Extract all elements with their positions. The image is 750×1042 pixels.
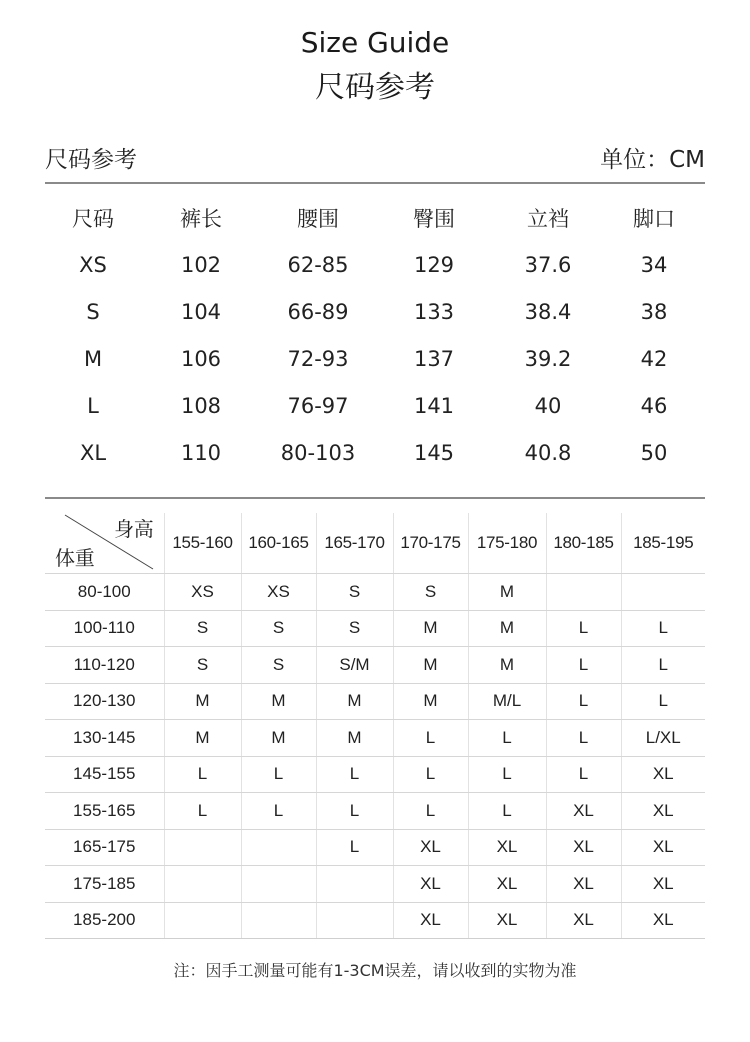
size-table-cell: 102 bbox=[180, 252, 222, 277]
recommended-size-cell: L bbox=[164, 756, 241, 793]
size-table-row bbox=[45, 241, 705, 288]
weight-axis-label: 体重 bbox=[55, 546, 95, 570]
weight-range-cell: 165-175 bbox=[45, 829, 164, 866]
recommended-size-cell: L bbox=[316, 756, 393, 793]
recommended-size-cell: XL bbox=[468, 866, 546, 903]
recommended-size-cell: L bbox=[621, 683, 705, 720]
fit-table-row bbox=[45, 647, 705, 684]
height-range-header: 175-180 bbox=[468, 513, 546, 574]
recommended-size-cell: S bbox=[164, 610, 241, 647]
recommended-size-cell: S bbox=[164, 647, 241, 684]
fit-table-row bbox=[45, 829, 705, 866]
recommended-size-cell: XL bbox=[546, 829, 621, 866]
recommended-size-cell: M bbox=[316, 720, 393, 757]
recommended-size-cell: L bbox=[468, 720, 546, 757]
height-axis-label: 身高 bbox=[114, 517, 154, 541]
size-table-cell: 106 bbox=[180, 346, 222, 371]
recommended-size-cell: M/L bbox=[468, 683, 546, 720]
weight-range-cell: 80-100 bbox=[45, 574, 164, 611]
diagonal-header-cell bbox=[45, 513, 164, 574]
size-table-header: 裤长 bbox=[180, 206, 222, 231]
size-table-cell: 40 bbox=[534, 393, 562, 418]
weight-range-cell: 145-155 bbox=[45, 756, 164, 793]
recommended-size-cell: L bbox=[316, 793, 393, 830]
recommended-size-cell bbox=[316, 866, 393, 903]
recommended-size-cell bbox=[546, 574, 621, 611]
fit-table-row bbox=[45, 574, 705, 611]
recommended-size-cell: XL bbox=[468, 829, 546, 866]
fit-table-row bbox=[45, 610, 705, 647]
recommended-size-cell: XL bbox=[393, 902, 468, 939]
size-table-cell: 46 bbox=[640, 393, 668, 418]
size-table-cell: 72-93 bbox=[287, 346, 349, 371]
recommended-size-cell: L bbox=[468, 793, 546, 830]
size-table-cell: 39.2 bbox=[524, 346, 572, 371]
recommended-size-cell: XL bbox=[546, 902, 621, 939]
size-table-header: 臀围 bbox=[413, 206, 455, 231]
recommended-size-cell bbox=[164, 829, 241, 866]
recommended-size-cell: L bbox=[546, 647, 621, 684]
height-range-header: 185-195 bbox=[621, 513, 705, 574]
recommended-size-cell: XL bbox=[393, 866, 468, 903]
recommended-size-cell: XS bbox=[241, 574, 316, 611]
recommended-size-cell: XL bbox=[621, 866, 705, 903]
size-table-cell: 34 bbox=[640, 252, 668, 277]
recommended-size-cell: L bbox=[241, 756, 316, 793]
recommended-size-cell: M bbox=[468, 610, 546, 647]
size-table-cell: 80-103 bbox=[280, 440, 356, 465]
size-table-cell: 40.8 bbox=[524, 440, 572, 465]
weight-range-cell: 155-165 bbox=[45, 793, 164, 830]
fit-table-row bbox=[45, 756, 705, 793]
recommended-size-cell: L bbox=[393, 756, 468, 793]
recommended-size-cell: S/M bbox=[316, 647, 393, 684]
unit-label: 单位：CM bbox=[600, 147, 705, 173]
size-table-header-row bbox=[45, 194, 705, 241]
size-table-row bbox=[45, 288, 705, 335]
section-header bbox=[45, 141, 705, 171]
recommended-size-cell: L bbox=[393, 793, 468, 830]
size-table-cell: 133 bbox=[413, 299, 455, 324]
size-table-cell: 108 bbox=[180, 393, 222, 418]
title-en: Size Guide bbox=[300, 26, 450, 59]
recommended-size-cell: XS bbox=[164, 574, 241, 611]
recommended-size-cell: M bbox=[393, 610, 468, 647]
recommended-size-cell: XL bbox=[621, 902, 705, 939]
height-range-header: 155-160 bbox=[164, 513, 241, 574]
size-table-cell: 141 bbox=[413, 393, 455, 418]
size-table-cell: 76-97 bbox=[287, 393, 349, 418]
size-measurement-table bbox=[45, 194, 705, 476]
size-table-cell: 110 bbox=[180, 440, 222, 465]
fit-table-row bbox=[45, 683, 705, 720]
size-table-cell: 38 bbox=[640, 299, 668, 324]
recommended-size-cell: M bbox=[468, 647, 546, 684]
size-table-row bbox=[45, 382, 705, 429]
recommended-size-cell: L bbox=[546, 683, 621, 720]
fit-table-row bbox=[45, 866, 705, 903]
measurement-note: 注：因手工测量可能有1-3CM误差，请以收到的实物为准 bbox=[173, 961, 577, 980]
size-table-cell: 62-85 bbox=[287, 252, 349, 277]
recommended-size-cell: L bbox=[393, 720, 468, 757]
recommended-size-cell: M bbox=[393, 647, 468, 684]
recommended-size-cell: S bbox=[316, 574, 393, 611]
size-table-cell: XL bbox=[79, 440, 107, 465]
size-table-cell: 137 bbox=[413, 346, 455, 371]
recommended-size-cell: L bbox=[468, 756, 546, 793]
recommended-size-cell bbox=[164, 902, 241, 939]
size-table-cell: 38.4 bbox=[524, 299, 572, 324]
size-table-cell: S bbox=[86, 299, 100, 324]
fit-table-header-row bbox=[45, 513, 705, 574]
section-title: 尺码参考 bbox=[45, 147, 137, 173]
recommended-size-cell: L bbox=[546, 756, 621, 793]
recommended-size-cell bbox=[241, 902, 316, 939]
recommended-size-cell: M bbox=[241, 683, 316, 720]
fit-table-row bbox=[45, 902, 705, 939]
size-table-header: 脚口 bbox=[633, 206, 675, 231]
size-table-header: 立裆 bbox=[527, 206, 569, 231]
size-table-cell: 145 bbox=[413, 440, 455, 465]
recommended-size-cell: S bbox=[316, 610, 393, 647]
recommended-size-cell: L bbox=[621, 647, 705, 684]
recommended-size-cell: XL bbox=[468, 902, 546, 939]
height-range-header: 165-170 bbox=[316, 513, 393, 574]
size-table-cell: 104 bbox=[180, 299, 222, 324]
recommended-size-cell: S bbox=[241, 610, 316, 647]
title-cn: 尺码参考 bbox=[315, 70, 435, 105]
size-table-header: 尺码 bbox=[72, 206, 114, 231]
size-table-cell: 37.6 bbox=[524, 252, 572, 277]
divider-middle bbox=[45, 497, 705, 499]
recommended-size-cell: M bbox=[164, 683, 241, 720]
recommended-size-cell bbox=[164, 866, 241, 903]
recommended-size-cell: L bbox=[621, 610, 705, 647]
recommended-size-cell: XL bbox=[621, 756, 705, 793]
recommended-size-cell: L/XL bbox=[621, 720, 705, 757]
fit-table-row bbox=[45, 793, 705, 830]
recommended-size-cell: XL bbox=[621, 829, 705, 866]
recommended-size-cell bbox=[241, 829, 316, 866]
size-table-row bbox=[45, 335, 705, 382]
recommended-size-cell: M bbox=[468, 574, 546, 611]
fit-table-row bbox=[45, 720, 705, 757]
recommended-size-cell bbox=[241, 866, 316, 903]
recommended-size-cell: XL bbox=[546, 866, 621, 903]
size-table-cell: M bbox=[83, 346, 103, 371]
recommended-size-cell: S bbox=[241, 647, 316, 684]
weight-range-cell: 110-120 bbox=[45, 647, 164, 684]
height-weight-fit-table bbox=[45, 513, 705, 939]
recommended-size-cell: L bbox=[546, 610, 621, 647]
weight-range-cell: 100-110 bbox=[45, 610, 164, 647]
size-table-cell: 66-89 bbox=[287, 299, 349, 324]
height-range-header: 160-165 bbox=[241, 513, 316, 574]
recommended-size-cell: M bbox=[241, 720, 316, 757]
size-table-cell: XS bbox=[79, 252, 107, 277]
size-table-cell: 42 bbox=[640, 346, 668, 371]
recommended-size-cell bbox=[316, 902, 393, 939]
size-table-cell: 129 bbox=[413, 252, 455, 277]
height-range-header: 180-185 bbox=[546, 513, 621, 574]
recommended-size-cell: XL bbox=[621, 793, 705, 830]
size-table-cell: 50 bbox=[640, 440, 668, 465]
recommended-size-cell: M bbox=[316, 683, 393, 720]
recommended-size-cell: M bbox=[164, 720, 241, 757]
size-table-header: 腰围 bbox=[297, 206, 339, 231]
recommended-size-cell bbox=[621, 574, 705, 611]
size-table-row bbox=[45, 429, 705, 476]
height-range-header: 170-175 bbox=[393, 513, 468, 574]
recommended-size-cell: M bbox=[393, 683, 468, 720]
weight-range-cell: 175-185 bbox=[45, 866, 164, 903]
weight-range-cell: 185-200 bbox=[45, 902, 164, 939]
recommended-size-cell: L bbox=[546, 720, 621, 757]
recommended-size-cell: L bbox=[164, 793, 241, 830]
size-table-cell: L bbox=[87, 393, 99, 418]
recommended-size-cell: L bbox=[241, 793, 316, 830]
weight-range-cell: 130-145 bbox=[45, 720, 164, 757]
weight-range-cell: 120-130 bbox=[45, 683, 164, 720]
divider-top bbox=[45, 182, 705, 184]
recommended-size-cell: S bbox=[393, 574, 468, 611]
recommended-size-cell: XL bbox=[546, 793, 621, 830]
recommended-size-cell: XL bbox=[393, 829, 468, 866]
recommended-size-cell: L bbox=[316, 829, 393, 866]
